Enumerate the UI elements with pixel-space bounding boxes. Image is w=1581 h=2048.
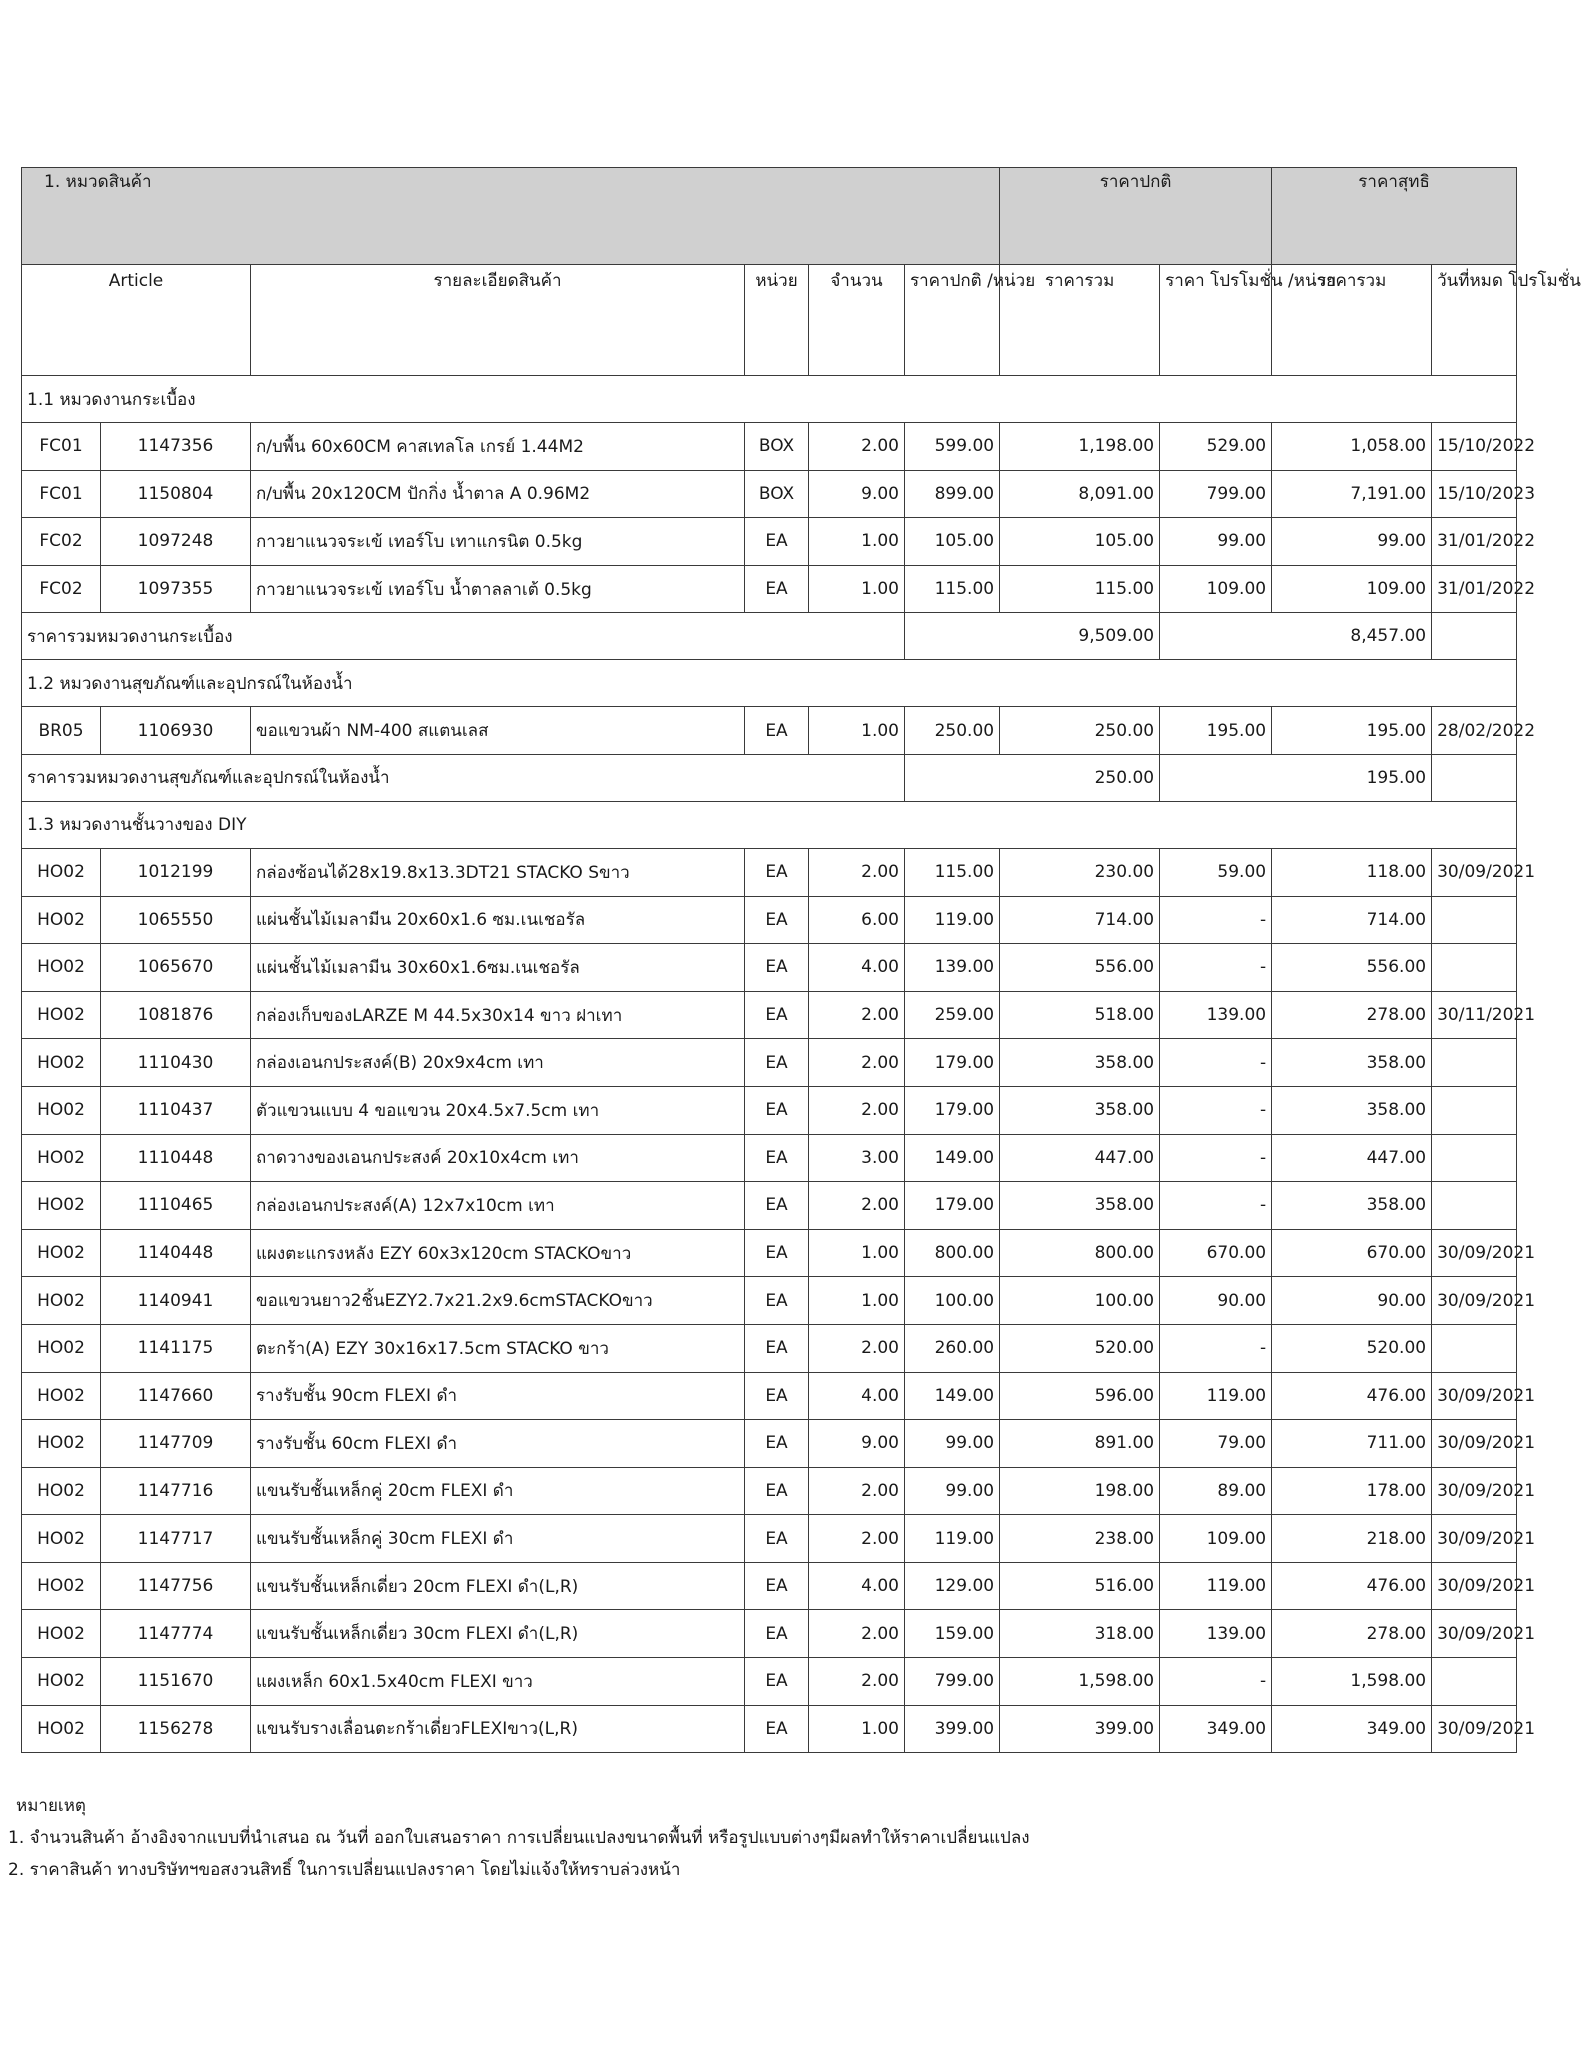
cell-promo-end: 30/09/2021 (1432, 1705, 1517, 1753)
cell-code: HO02 (22, 1039, 101, 1087)
cell-price-unit: 100.00 (905, 1277, 1000, 1325)
cell-total: 358.00 (1000, 1086, 1160, 1134)
table-row (22, 848, 1517, 896)
cell-unit: EA (745, 1229, 809, 1277)
cell-net-total: 7,191.00 (1272, 470, 1432, 518)
cell-price-unit: 259.00 (905, 991, 1000, 1039)
cell-code: FC02 (22, 518, 101, 566)
cell-article: 1147717 (101, 1515, 251, 1563)
cell-price-unit: 599.00 (905, 423, 1000, 471)
cell-article: 1150804 (101, 470, 251, 518)
cell-article: 1097355 (101, 565, 251, 613)
cell-article: 1147756 (101, 1562, 251, 1610)
cell-qty: 2.00 (809, 1086, 905, 1134)
cell-promo-end: 30/09/2021 (1432, 1610, 1517, 1658)
cell-description: แขนรับรางเลื่อนตะกร้าเดี่ยวFLEXIขาว(L,R) (251, 1705, 745, 1753)
section-title: 1.1 หมวดงานกระเบื้อง (22, 376, 1517, 423)
cell-unit: EA (745, 1182, 809, 1230)
cell-promo-unit: 349.00 (1160, 1705, 1272, 1753)
cell-description: แขนรับชั้นเหล็กเดี่ยว 30cm FLEXI ดำ(L,R) (251, 1610, 745, 1658)
table-row (22, 1515, 1517, 1563)
cell-description: กล่องเก็บของLARZE M 44.5x30x14 ขาว ฝาเทา (251, 991, 745, 1039)
col-article: Article (22, 265, 251, 376)
cell-net-total: 358.00 (1272, 1086, 1432, 1134)
cell-article: 1110465 (101, 1182, 251, 1230)
cell-article: 1110437 (101, 1086, 251, 1134)
cell-description: กล่องเอนกประสงค์(A) 12x7x10cm เทา (251, 1182, 745, 1230)
col-net-total: ราคารวม (1272, 265, 1432, 376)
cell-price-unit: 799.00 (905, 1658, 1000, 1706)
cell-price-unit: 139.00 (905, 944, 1000, 992)
cell-total: 800.00 (1000, 1229, 1160, 1277)
cell-net-total: 714.00 (1272, 896, 1432, 944)
cell-description: ขอแขวนผ้า NM-400 สแตนเลส (251, 707, 745, 755)
table-row (22, 1086, 1517, 1134)
section-row (22, 660, 1517, 707)
cell-description: กาวยาแนวจระเข้ เทอร์โบ เทาแกรนิต 0.5kg (251, 518, 745, 566)
cell-qty: 3.00 (809, 1134, 905, 1182)
cell-qty: 2.00 (809, 1039, 905, 1087)
table-row (22, 518, 1517, 566)
cell-article: 1012199 (101, 848, 251, 896)
col-promo-unit: ราคา โปรโมชั่น /หน่วย (1160, 265, 1272, 376)
cell-promo-end (1432, 1134, 1517, 1182)
table-row (22, 991, 1517, 1039)
note-item-2: 2. ราคาสินค้า ทางบริษัทฯขอสงวนสิทธิ์ ในการเปลี่ยนแปลงราคา โดยไม่แจ้งให้ทราบล่วงหน้า (8, 1860, 681, 1880)
cell-total: 8,091.00 (1000, 470, 1160, 518)
cell-price-unit: 399.00 (905, 1705, 1000, 1753)
cell-total: 115.00 (1000, 565, 1160, 613)
cell-price-unit: 99.00 (905, 1467, 1000, 1515)
col-qty: จำนวน (809, 265, 905, 376)
cell-price-unit: 119.00 (905, 896, 1000, 944)
subtotal-total: 9,509.00 (905, 613, 1160, 660)
cell-article: 1156278 (101, 1705, 251, 1753)
cell-description: แขนรับชั้นเหล็กคู่ 30cm FLEXI ดำ (251, 1515, 745, 1563)
cell-price-unit: 179.00 (905, 1182, 1000, 1230)
cell-net-total: 178.00 (1272, 1467, 1432, 1515)
cell-promo-unit: 99.00 (1160, 518, 1272, 566)
header-row-columns (22, 265, 1517, 376)
cell-promo-unit: 109.00 (1160, 565, 1272, 613)
cell-unit: EA (745, 707, 809, 755)
cell-code: HO02 (22, 1182, 101, 1230)
cell-description: แผงเหล็ก 60x1.5x40cm FLEXI ขาว (251, 1658, 745, 1706)
cell-qty: 9.00 (809, 1420, 905, 1468)
cell-promo-end: 30/09/2021 (1432, 1229, 1517, 1277)
cell-code: HO02 (22, 1658, 101, 1706)
cell-price-unit: 260.00 (905, 1324, 1000, 1372)
cell-total: 100.00 (1000, 1277, 1160, 1325)
cell-total: 198.00 (1000, 1467, 1160, 1515)
table-row (22, 1324, 1517, 1372)
cell-article: 1110430 (101, 1039, 251, 1087)
section-row (22, 376, 1517, 423)
cell-total: 358.00 (1000, 1039, 1160, 1087)
cell-description: แผงตะแกรงหลัง EZY 60x3x120cm STACKOขาว (251, 1229, 745, 1277)
cell-total: 1,598.00 (1000, 1658, 1160, 1706)
cell-code: HO02 (22, 1467, 101, 1515)
cell-promo-end: 30/09/2021 (1432, 1562, 1517, 1610)
cell-article: 1147660 (101, 1372, 251, 1420)
cell-unit: EA (745, 1086, 809, 1134)
cell-qty: 4.00 (809, 1562, 905, 1610)
table-row (22, 707, 1517, 755)
cell-promo-end (1432, 1086, 1517, 1134)
cell-promo-end (1432, 1039, 1517, 1087)
cell-net-total: 1,058.00 (1272, 423, 1432, 471)
cell-unit: EA (745, 896, 809, 944)
subtotal-net: 195.00 (1160, 754, 1432, 801)
cell-promo-unit: - (1160, 1658, 1272, 1706)
table-row (22, 423, 1517, 471)
col-unit: หน่วย (745, 265, 809, 376)
cell-unit: EA (745, 518, 809, 566)
cell-code: HO02 (22, 944, 101, 992)
cell-article: 1106930 (101, 707, 251, 755)
subtotal-empty (1432, 754, 1517, 801)
net-price-header: ราคาสุทธิ (1272, 168, 1517, 265)
cell-total: 105.00 (1000, 518, 1160, 566)
cell-description: ก/บพื้น 60x60CM คาสเทลโล เกรย์ 1.44M2 (251, 423, 745, 471)
cell-unit: EA (745, 1277, 809, 1325)
cell-promo-end: 30/09/2021 (1432, 848, 1517, 896)
cell-total: 238.00 (1000, 1515, 1160, 1563)
cell-total: 516.00 (1000, 1562, 1160, 1610)
cell-code: BR05 (22, 707, 101, 755)
cell-net-total: 90.00 (1272, 1277, 1432, 1325)
cell-promo-end: 30/09/2021 (1432, 1420, 1517, 1468)
cell-promo-end (1432, 1182, 1517, 1230)
cell-code: HO02 (22, 896, 101, 944)
cell-unit: EA (745, 1705, 809, 1753)
cell-promo-end: 28/02/2022 (1432, 707, 1517, 755)
cell-unit: BOX (745, 423, 809, 471)
cell-promo-unit: - (1160, 1182, 1272, 1230)
cell-unit: BOX (745, 470, 809, 518)
cell-promo-end: 15/10/2023 (1432, 470, 1517, 518)
cell-promo-unit: 139.00 (1160, 1610, 1272, 1658)
cell-description: แขนรับชั้นเหล็กเดี่ยว 20cm FLEXI ดำ(L,R) (251, 1562, 745, 1610)
table-row (22, 944, 1517, 992)
cell-price-unit: 115.00 (905, 565, 1000, 613)
cell-price-unit: 149.00 (905, 1372, 1000, 1420)
cell-price-unit: 129.00 (905, 1562, 1000, 1610)
cell-qty: 1.00 (809, 1229, 905, 1277)
cell-net-total: 476.00 (1272, 1372, 1432, 1420)
cell-qty: 2.00 (809, 1467, 905, 1515)
cell-total: 518.00 (1000, 991, 1160, 1039)
cell-qty: 4.00 (809, 1372, 905, 1420)
cell-net-total: 711.00 (1272, 1420, 1432, 1468)
cell-qty: 4.00 (809, 944, 905, 992)
cell-article: 1097248 (101, 518, 251, 566)
header-row-group (22, 168, 1517, 265)
cell-qty: 1.00 (809, 707, 905, 755)
cell-promo-unit: - (1160, 944, 1272, 992)
cell-qty: 2.00 (809, 848, 905, 896)
cell-promo-end: 30/09/2021 (1432, 1515, 1517, 1563)
cell-description: กล่องซ้อนได้28x19.8x13.3DT21 STACKO Sขาว (251, 848, 745, 896)
cell-promo-unit: 119.00 (1160, 1562, 1272, 1610)
cell-code: HO02 (22, 1372, 101, 1420)
cell-total: 520.00 (1000, 1324, 1160, 1372)
cell-unit: EA (745, 991, 809, 1039)
cell-article: 1065670 (101, 944, 251, 992)
cell-qty: 2.00 (809, 1658, 905, 1706)
cell-unit: EA (745, 1515, 809, 1563)
cell-promo-unit: - (1160, 1324, 1272, 1372)
cell-code: HO02 (22, 1420, 101, 1468)
table-row (22, 1562, 1517, 1610)
cell-promo-unit: 799.00 (1160, 470, 1272, 518)
cell-qty: 1.00 (809, 565, 905, 613)
cell-net-total: 278.00 (1272, 991, 1432, 1039)
cell-code: HO02 (22, 1562, 101, 1610)
cell-net-total: 520.00 (1272, 1324, 1432, 1372)
cell-net-total: 447.00 (1272, 1134, 1432, 1182)
cell-price-unit: 99.00 (905, 1420, 1000, 1468)
cell-code: FC01 (22, 423, 101, 471)
table-row (22, 896, 1517, 944)
cell-promo-unit: 195.00 (1160, 707, 1272, 755)
cell-total: 891.00 (1000, 1420, 1160, 1468)
table-row (22, 1420, 1517, 1468)
cell-description: กาวยาแนวจระเข้ เทอร์โบ น้ำตาลลาเต้ 0.5kg (251, 565, 745, 613)
cell-code: HO02 (22, 1610, 101, 1658)
cell-qty: 2.00 (809, 1610, 905, 1658)
cell-article: 1110448 (101, 1134, 251, 1182)
cell-code: HO02 (22, 991, 101, 1039)
cell-unit: EA (745, 1372, 809, 1420)
col-price-unit: ราคาปกติ /หน่วย (905, 265, 1000, 376)
cell-promo-unit: 90.00 (1160, 1277, 1272, 1325)
cell-qty: 2.00 (809, 1324, 905, 1372)
cell-article: 1081876 (101, 991, 251, 1039)
cell-promo-end (1432, 896, 1517, 944)
notes-title: หมายเหตุ (16, 1796, 86, 1816)
cell-qty: 1.00 (809, 1705, 905, 1753)
cell-total: 250.00 (1000, 707, 1160, 755)
cell-article: 1147774 (101, 1610, 251, 1658)
cell-price-unit: 179.00 (905, 1086, 1000, 1134)
cell-unit: EA (745, 1658, 809, 1706)
cell-code: HO02 (22, 1705, 101, 1753)
cell-promo-end (1432, 1324, 1517, 1372)
cell-unit: EA (745, 1420, 809, 1468)
cell-net-total: 118.00 (1272, 848, 1432, 896)
cell-qty: 1.00 (809, 518, 905, 566)
cell-price-unit: 179.00 (905, 1039, 1000, 1087)
cell-qty: 2.00 (809, 1515, 905, 1563)
cell-unit: EA (745, 1324, 809, 1372)
cell-qty: 6.00 (809, 896, 905, 944)
cell-qty: 2.00 (809, 423, 905, 471)
cell-promo-unit: 529.00 (1160, 423, 1272, 471)
cell-net-total: 358.00 (1272, 1182, 1432, 1230)
table-row (22, 1467, 1517, 1515)
cell-promo-unit: 119.00 (1160, 1372, 1272, 1420)
cell-article: 1140941 (101, 1277, 251, 1325)
table-row (22, 1610, 1517, 1658)
cell-unit: EA (745, 1610, 809, 1658)
cell-net-total: 99.00 (1272, 518, 1432, 566)
subtotal-row (22, 613, 1517, 660)
cell-promo-unit: 89.00 (1160, 1467, 1272, 1515)
section-row (22, 801, 1517, 848)
table-row (22, 1229, 1517, 1277)
cell-price-unit: 159.00 (905, 1610, 1000, 1658)
section-title: 1.2 หมวดงานสุขภัณฑ์และอุปกรณ์ในห้องน้ำ (22, 660, 1517, 707)
cell-unit: EA (745, 565, 809, 613)
cell-description: ขอแขวนยาว2ชิ้นEZY2.7x21.2x9.6cmSTACKOขาว (251, 1277, 745, 1325)
cell-price-unit: 800.00 (905, 1229, 1000, 1277)
cell-promo-end: 31/01/2022 (1432, 518, 1517, 566)
cell-description: กล่องเอนกประสงค์(B) 20x9x4cm เทา (251, 1039, 745, 1087)
cell-net-total: 109.00 (1272, 565, 1432, 613)
note-item-1: 1. จำนวนสินค้า อ้างอิงจากแบบที่นำเสนอ ณ วันที่ ออกใบเสนอราคา การเปลี่ยนแปลงขนาดพื้นที่ หรือรูปแบบต่างๆมีผลทำให้ราคาเปลี่ยนแปลง (8, 1828, 1030, 1848)
category-header: 1. หมวดสินค้า (22, 168, 1000, 265)
subtotal-total: 250.00 (905, 754, 1160, 801)
cell-total: 447.00 (1000, 1134, 1160, 1182)
cell-article: 1147356 (101, 423, 251, 471)
cell-promo-end: 30/09/2021 (1432, 1467, 1517, 1515)
cell-promo-unit: 79.00 (1160, 1420, 1272, 1468)
cell-net-total: 218.00 (1272, 1515, 1432, 1563)
cell-promo-end: 31/01/2022 (1432, 565, 1517, 613)
cell-promo-end (1432, 1658, 1517, 1706)
cell-description: แผ่นชั้นไม้เมลามีน 30x60x1.6ซม.เนเชอรัล (251, 944, 745, 992)
subtotal-row (22, 754, 1517, 801)
cell-price-unit: 899.00 (905, 470, 1000, 518)
cell-price-unit: 119.00 (905, 1515, 1000, 1563)
cell-description: รางรับชั้น 90cm FLEXI ดำ (251, 1372, 745, 1420)
cell-net-total: 556.00 (1272, 944, 1432, 992)
cell-promo-end: 30/09/2021 (1432, 1372, 1517, 1420)
cell-total: 556.00 (1000, 944, 1160, 992)
cell-total: 1,198.00 (1000, 423, 1160, 471)
table-row (22, 1039, 1517, 1087)
table-row (22, 1372, 1517, 1420)
cell-code: HO02 (22, 1515, 101, 1563)
cell-promo-unit: - (1160, 1086, 1272, 1134)
cell-article: 1140448 (101, 1229, 251, 1277)
cell-article: 1147709 (101, 1420, 251, 1468)
table-row (22, 565, 1517, 613)
notes-block (8, 1790, 1030, 1886)
cell-description: แขนรับชั้นเหล็กคู่ 20cm FLEXI ดำ (251, 1467, 745, 1515)
quotation-table (21, 167, 1581, 1753)
col-description: รายละเอียดสินค้า (251, 265, 745, 376)
cell-article: 1141175 (101, 1324, 251, 1372)
cell-article: 1065550 (101, 896, 251, 944)
col-total: ราคารวม (1000, 265, 1160, 376)
cell-unit: EA (745, 1134, 809, 1182)
cell-code: HO02 (22, 1277, 101, 1325)
cell-description: รางรับชั้น 60cm FLEXI ดำ (251, 1420, 745, 1468)
cell-promo-unit: 59.00 (1160, 848, 1272, 896)
cell-article: 1147716 (101, 1467, 251, 1515)
cell-code: HO02 (22, 848, 101, 896)
cell-promo-unit: 109.00 (1160, 1515, 1272, 1563)
section-title: 1.3 หมวดงานชั้นวางของ DIY (22, 801, 1517, 848)
table-row (22, 470, 1517, 518)
subtotal-empty (1432, 613, 1517, 660)
cell-price-unit: 115.00 (905, 848, 1000, 896)
cell-total: 230.00 (1000, 848, 1160, 896)
cell-total: 399.00 (1000, 1705, 1160, 1753)
cell-net-total: 195.00 (1272, 707, 1432, 755)
cell-qty: 2.00 (809, 1182, 905, 1230)
subtotal-net: 8,457.00 (1160, 613, 1432, 660)
cell-description: ตะกร้า(A) EZY 30x16x17.5cm STACKO ขาว (251, 1324, 745, 1372)
cell-code: HO02 (22, 1324, 101, 1372)
cell-net-total: 670.00 (1272, 1229, 1432, 1277)
cell-promo-end: 30/11/2021 (1432, 991, 1517, 1039)
subtotal-label: ราคารวมหมวดงานสุขภัณฑ์และอุปกรณ์ในห้องน้ำ (22, 754, 905, 801)
cell-code: FC02 (22, 565, 101, 613)
cell-promo-end (1432, 944, 1517, 992)
cell-unit: EA (745, 1039, 809, 1087)
regular-price-header: ราคาปกติ (1000, 168, 1272, 265)
cell-description: แผ่นชั้นไม้เมลามีน 20x60x1.6 ซม.เนเชอรัล (251, 896, 745, 944)
cell-price-unit: 149.00 (905, 1134, 1000, 1182)
cell-unit: EA (745, 944, 809, 992)
col-promo-end: วันที่หมด โปรโมชั่น (1432, 265, 1517, 376)
cell-description: ก/บพื้น 20x120CM ปักกิ่ง น้ำตาล A 0.96M2 (251, 470, 745, 518)
cell-net-total: 476.00 (1272, 1562, 1432, 1610)
table-row (22, 1134, 1517, 1182)
cell-promo-unit: - (1160, 1134, 1272, 1182)
cell-article: 1151670 (101, 1658, 251, 1706)
cell-total: 596.00 (1000, 1372, 1160, 1420)
cell-total: 318.00 (1000, 1610, 1160, 1658)
cell-code: FC01 (22, 470, 101, 518)
cell-description: ตัวแขวนแบบ 4 ขอแขวน 20x4.5x7.5cm เทา (251, 1086, 745, 1134)
cell-promo-unit: 670.00 (1160, 1229, 1272, 1277)
cell-promo-end: 30/09/2021 (1432, 1277, 1517, 1325)
cell-qty: 2.00 (809, 991, 905, 1039)
cell-code: HO02 (22, 1086, 101, 1134)
cell-price-unit: 250.00 (905, 707, 1000, 755)
table-row (22, 1705, 1517, 1753)
cell-promo-unit: 139.00 (1160, 991, 1272, 1039)
cell-code: HO02 (22, 1134, 101, 1182)
cell-net-total: 349.00 (1272, 1705, 1432, 1753)
table-row (22, 1277, 1517, 1325)
table-row (22, 1658, 1517, 1706)
cell-price-unit: 105.00 (905, 518, 1000, 566)
cell-unit: EA (745, 1562, 809, 1610)
cell-net-total: 1,598.00 (1272, 1658, 1432, 1706)
cell-net-total: 278.00 (1272, 1610, 1432, 1658)
cell-unit: EA (745, 1467, 809, 1515)
cell-code: HO02 (22, 1229, 101, 1277)
table-row (22, 1182, 1517, 1230)
cell-qty: 9.00 (809, 470, 905, 518)
cell-promo-unit: - (1160, 896, 1272, 944)
cell-description: ถาดวางของเอนกประสงค์ 20x10x4cm เทา (251, 1134, 745, 1182)
cell-qty: 1.00 (809, 1277, 905, 1325)
cell-promo-unit: - (1160, 1039, 1272, 1087)
cell-unit: EA (745, 848, 809, 896)
cell-promo-end: 15/10/2022 (1432, 423, 1517, 471)
cell-total: 714.00 (1000, 896, 1160, 944)
subtotal-label: ราคารวมหมวดงานกระเบื้อง (22, 613, 905, 660)
cell-net-total: 358.00 (1272, 1039, 1432, 1087)
cell-total: 358.00 (1000, 1182, 1160, 1230)
